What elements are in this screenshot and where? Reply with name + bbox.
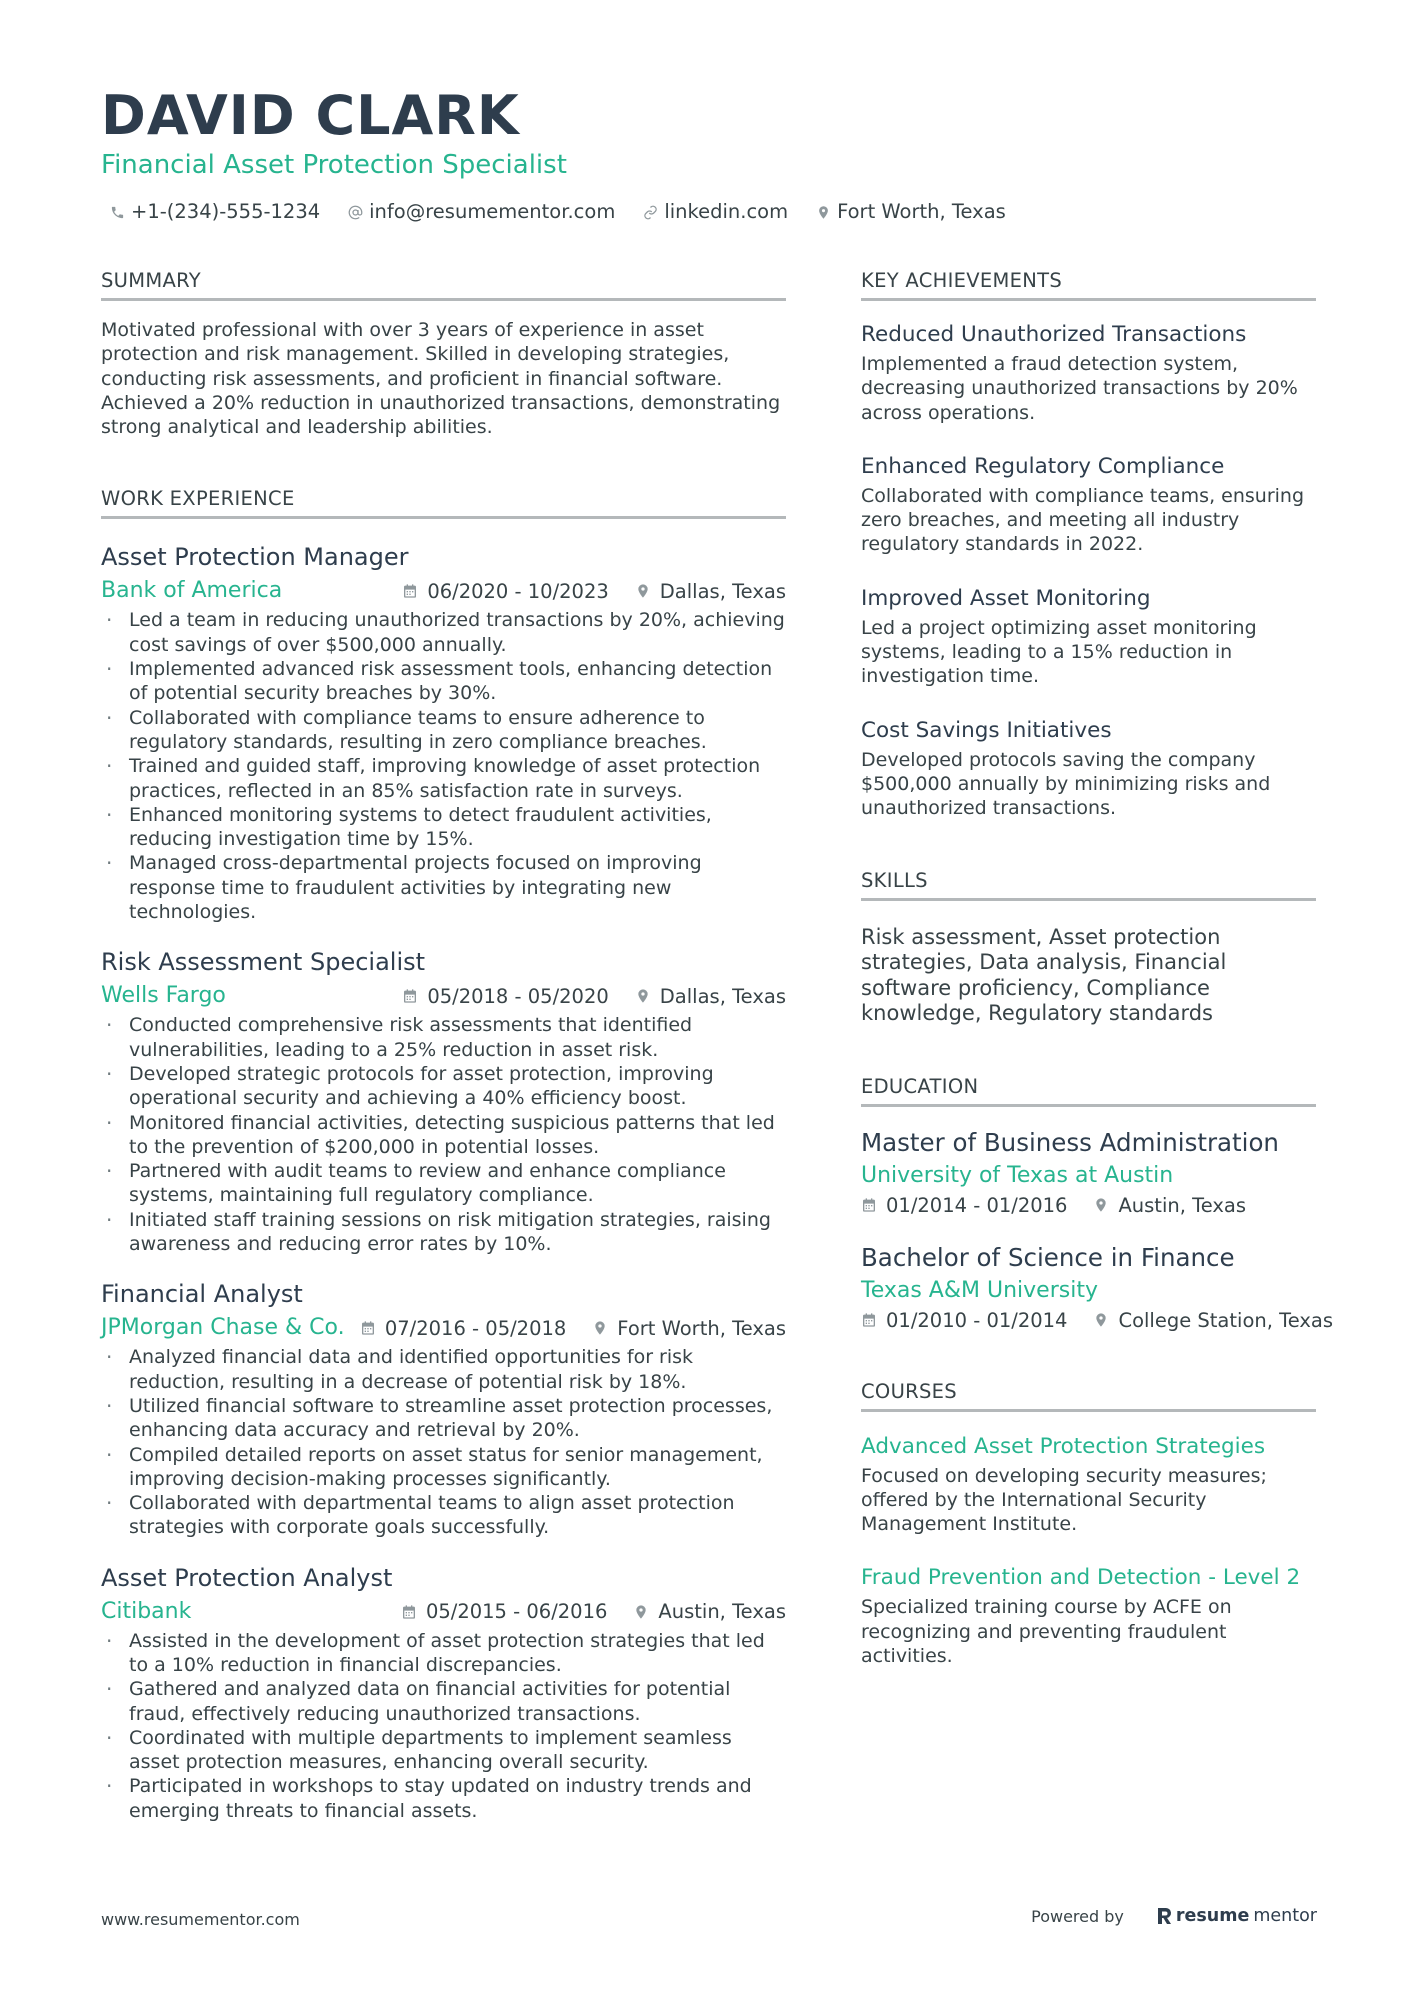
skills-heading: SKILLS: [861, 868, 1316, 901]
calendar-icon: [360, 1320, 376, 1336]
achievement-title: Improved Asset Monitoring: [861, 585, 1151, 611]
job-company: Citibank: [101, 1598, 192, 1624]
location-pin-icon: [635, 583, 651, 599]
link-icon: [643, 205, 658, 220]
education-dates-text: 01/2010 - 01/2014: [886, 1308, 1068, 1332]
brand-name-part2: mentor: [1253, 1906, 1317, 1926]
job-meta: [101, 576, 786, 606]
location-text: Fort Worth, Texas: [837, 200, 1006, 223]
job-title: Asset Protection Manager: [101, 543, 409, 572]
job-entry: [101, 946, 786, 1256]
education-dates: [861, 1309, 1067, 1332]
contact-bar: [110, 199, 1006, 225]
achievement-text: Implemented a fraud detection system, decreasing unauthorized transactions by 20% across operations.: [861, 353, 1298, 424]
job-bullet: · Enhanced monitoring systems to detect fraudulent activities, reducing investigation time by 15%.: [101, 803, 786, 852]
education-item: [861, 1127, 1316, 1217]
location-pin-icon: [635, 988, 651, 1004]
job-dates: [402, 580, 608, 603]
contact-phone[interactable]: [110, 199, 320, 225]
phone-text: +1-(234)-555-1234: [131, 200, 321, 223]
achievement-title: Cost Savings Initiatives: [861, 717, 1112, 743]
job-location-text: Dallas, Texas: [659, 984, 786, 1008]
education-degree: Master of Business Administration: [861, 1127, 1279, 1157]
education-school: Texas A&M University: [861, 1277, 1098, 1303]
contact-location: [816, 199, 1006, 225]
job-bullet: · Initiated staff training sessions on risk mitigation strategies, raising awareness and reducing error rates by 10%.: [101, 1208, 786, 1257]
email-text: info@resumementor.com: [369, 200, 616, 223]
skills-text: Risk assessment, Asset protection strategies, Data analysis, Financial software proficiency, Compliance knowledge, Regulatory standards: [861, 924, 1227, 1026]
job-bullet: · Implemented advanced risk assessment tools, enhancing detection of potential security breaches by 30%.: [101, 657, 786, 706]
achievement-item: [861, 320, 1316, 425]
job-meta: [101, 1597, 786, 1627]
achievement-text: Led a project optimizing asset monitoring systems, leading to a 15% reduction in investigation time.: [861, 616, 1257, 688]
contact-email[interactable]: [348, 199, 615, 225]
education-heading: EDUCATION: [861, 1074, 1316, 1107]
achievements-heading: KEY ACHIEVEMENTS: [861, 268, 1316, 301]
achievement-title: Reduced Unauthorized Transactions: [861, 322, 1247, 347]
calendar-icon: [402, 583, 418, 599]
course-text: Focused on developing security measures; offered by the International Security Management Institute.: [861, 1464, 1267, 1536]
achievement-item: [861, 716, 1316, 821]
location-pin-icon: [1093, 1312, 1109, 1328]
education-location: [1093, 1309, 1333, 1332]
candidate-title: Financial Asset Protection Specialist: [101, 150, 567, 180]
job-location: [635, 580, 786, 603]
education-location-text: College Station, Texas: [1118, 1308, 1334, 1332]
location-pin-icon: [633, 1604, 649, 1620]
job-meta: [101, 1313, 786, 1343]
course-item: [861, 1563, 1316, 1668]
education-dates: [861, 1194, 1067, 1217]
education-meta: [861, 1194, 1316, 1217]
education-degree: Bachelor of Science in Finance: [861, 1242, 1235, 1272]
job-company: Wells Fargo: [101, 983, 226, 1009]
job-bullet: · Monitored financial activities, detecting suspicious patterns that led to the prevention of $200,000 in potential losses.: [101, 1111, 786, 1160]
achievement-item: [861, 584, 1316, 689]
summary-heading: SUMMARY: [101, 268, 786, 301]
job-title: Risk Assessment Specialist: [101, 948, 426, 977]
job-location: [635, 985, 786, 1008]
achievement-item: [861, 452, 1316, 557]
course-item: [861, 1432, 1316, 1537]
education-meta: [861, 1308, 1334, 1332]
job-dates-text: 06/2020 - 10/2023: [427, 579, 609, 603]
left-column: [101, 268, 786, 1823]
job-bullet: · Collaborated with compliance teams to ensure adherence to regulatory standards, resulting in zero compliance breaches.: [101, 706, 786, 755]
job-bullets: [101, 608, 786, 924]
job-list: [101, 541, 786, 1823]
job-bullet: · Led a team in reducing unauthorized transactions by 20%, achieving cost savings of over $500,000 annually.: [101, 608, 786, 657]
achievement-title: Enhanced Regulatory Compliance: [861, 453, 1225, 479]
job-location-text: Dallas, Texas: [659, 579, 786, 603]
education-location: [1093, 1194, 1246, 1217]
job-bullets: [101, 1013, 786, 1256]
job-bullets: [101, 1629, 786, 1823]
job-meta-right: [402, 580, 786, 603]
at-icon: [348, 205, 363, 220]
job-dates-text: 07/2016 - 05/2018: [384, 1316, 567, 1340]
location-pin-icon: [1093, 1197, 1109, 1213]
job-location-text: Fort Worth, Texas: [617, 1316, 786, 1340]
job-company: JPMorgan Chase & Co.: [101, 1315, 345, 1341]
job-entry: [101, 1278, 786, 1539]
job-dates: [360, 1317, 566, 1340]
job-location-text: Austin, Texas: [658, 1600, 786, 1624]
job-meta-right: [360, 1317, 786, 1340]
course-text: Specialized training course by ACFE on recognizing and preventing fraudulent activities.: [861, 1596, 1232, 1668]
job-meta-right: [402, 985, 786, 1008]
job-dates-text: 05/2015 - 06/2016: [425, 1600, 608, 1624]
job-bullet: · Utilized financial software to streamline asset protection processes, enhancing data accuracy and retrieval by 20%.: [101, 1394, 786, 1443]
achievement-text: Collaborated with compliance teams, ensuring zero breaches, and meeting all industry regulatory standards in 2022.: [861, 484, 1305, 556]
course-title: Fraud Prevention and Detection - Level 2: [861, 1565, 1301, 1591]
job-bullet: · Partnered with audit teams to review and enhance compliance systems, maintaining full regulatory compliance.: [101, 1159, 786, 1208]
job-bullet: · Assisted in the development of asset protection strategies that led to a 10% reduction in financial discrepancies.: [101, 1629, 786, 1678]
job-entry: [101, 1562, 786, 1823]
job-bullet: · Developed strategic protocols for asset protection, improving operational security and achieving a 40% efficiency boost.: [101, 1062, 786, 1111]
job-bullet: · Analyzed financial data and identified opportunities for risk reduction, resulting in a decrease of potential risk by 18%.: [101, 1345, 786, 1394]
job-bullet: · Managed cross-departmental projects focused on improving response time to fraudulent activities by integrating new technologies.: [101, 851, 786, 924]
job-title: Financial Analyst: [101, 1280, 303, 1309]
education-school: University of Texas at Austin: [861, 1162, 1174, 1188]
job-dates: [402, 985, 608, 1008]
job-meta: [101, 981, 786, 1011]
job-meta-right: [401, 1600, 786, 1623]
job-company: Bank of America: [101, 578, 283, 604]
job-bullet: · Coordinated with multiple departments to implement seamless asset protection measures, enhancing overall security.: [101, 1726, 786, 1775]
resumementor-logo-icon: [1156, 1906, 1172, 1926]
footer-website[interactable]: www.resumementor.com: [101, 1910, 300, 1929]
linkedin-text: linkedin.com: [664, 200, 789, 223]
course-title: Advanced Asset Protection Strategies: [861, 1433, 1266, 1459]
job-bullet: · Participated in workshops to stay updated on industry trends and emerging threats to financial assets.: [101, 1774, 786, 1823]
experience-heading: WORK EXPERIENCE: [101, 486, 786, 519]
job-location: [592, 1317, 786, 1340]
job-entry: [101, 541, 786, 924]
job-bullet: · Conducted comprehensive risk assessments that identified vulnerabilities, leading to a 25% reduction in asset risk.: [101, 1013, 786, 1062]
calendar-icon: [861, 1312, 877, 1328]
job-bullet: · Collaborated with departmental teams to align asset protection strategies with corporate goals successfully.: [101, 1491, 786, 1540]
contact-linkedin[interactable]: [643, 199, 788, 225]
education-dates-text: 01/2014 - 01/2016: [886, 1193, 1068, 1217]
calendar-icon: [401, 1604, 417, 1620]
location-pin-icon: [592, 1320, 608, 1336]
job-bullet: · Compiled detailed reports on asset status for senior management, improving decision-making processes significantly.: [101, 1443, 786, 1492]
right-column: [861, 268, 1334, 1668]
location-pin-icon: [816, 205, 831, 220]
candidate-name: DAVID CLARK: [101, 84, 520, 147]
brand-logo[interactable]: [1156, 1906, 1317, 1926]
job-bullet: · Trained and guided staff, improving knowledge of asset protection practices, reflected in an 85% satisfaction rate in surveys.: [101, 754, 786, 803]
calendar-icon: [402, 988, 418, 1004]
job-bullet: · Gathered and analyzed data on financial activities for potential fraud, effectively reducing unauthorized transactions.: [101, 1677, 786, 1726]
summary-text: Motivated professional with over 3 years of experience in asset protection and risk management. Skilled in developing strategies, conducting risk assessments, and proficient in financial software. Achieved a 20% reduction in unauthorized transactions, demonstrating strong analytical and leadership abilities.: [101, 319, 781, 439]
calendar-icon: [861, 1197, 877, 1213]
phone-icon: [110, 205, 125, 220]
job-title: Asset Protection Analyst: [101, 1563, 393, 1592]
education-location-text: Austin, Texas: [1118, 1193, 1247, 1217]
job-bullets: [101, 1345, 786, 1539]
footer-branding: [1031, 1906, 1317, 1926]
achievement-text: Developed protocols saving the company $500,000 annually by minimizing risks and unauthorized transactions.: [861, 748, 1271, 820]
education-item: [861, 1242, 1334, 1332]
job-dates-text: 05/2018 - 05/2020: [427, 984, 609, 1008]
courses-heading: COURSES: [861, 1379, 1316, 1412]
powered-by-text: Powered by: [1031, 1906, 1124, 1926]
job-dates: [401, 1600, 607, 1623]
job-location: [633, 1600, 786, 1623]
brand-name-part1: resume: [1175, 1906, 1250, 1926]
